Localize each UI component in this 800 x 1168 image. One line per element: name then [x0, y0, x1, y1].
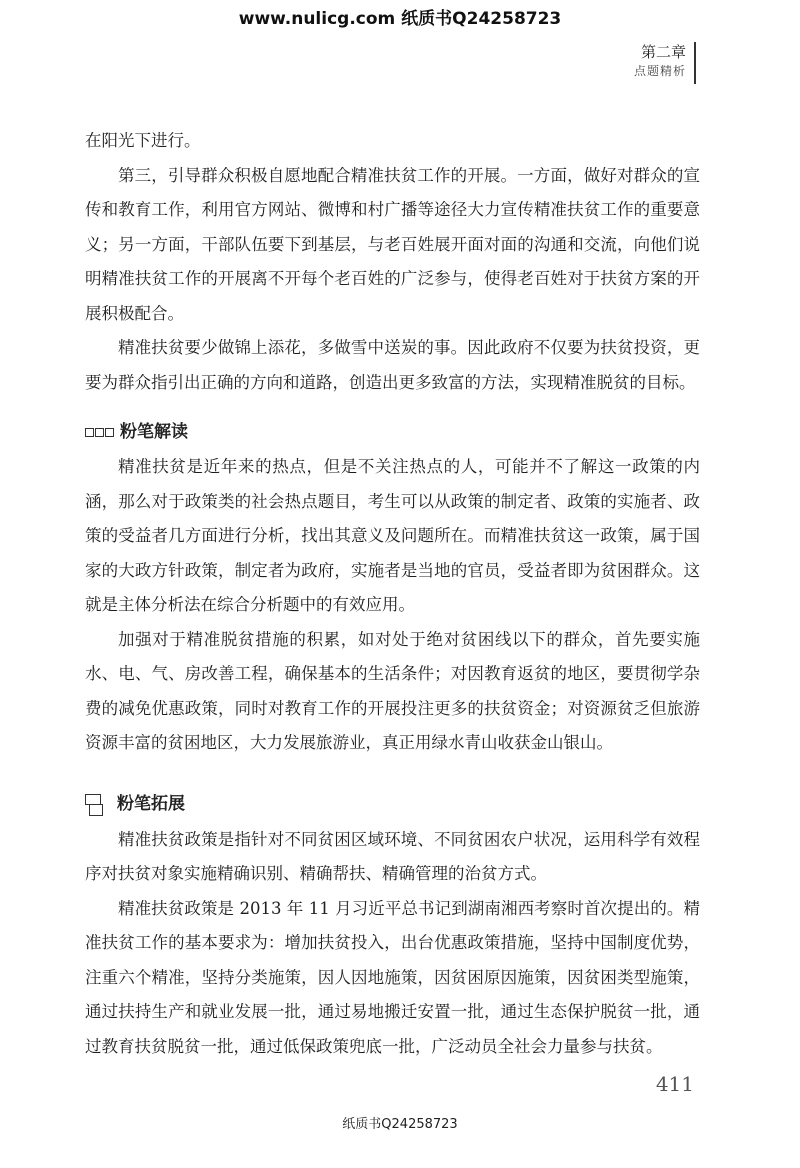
paragraph: 第三，引导群众积极自愿地配合精准扶贫工作的开展。一方面，做好对群众的宣传和教育工作，利用官方网站、微博和村广播等途径大力宣传精准扶贫工作的重要意义；另一方面，干部队伍要下到基层，与老百姓展开面对面的沟通和交流，向他们说明精准扶贫工作的开展离不开每个老百姓的广泛参与，使得老百姓对于扶贫方案的开展积极配合。	[85, 165, 700, 323]
book-icon	[85, 428, 114, 437]
page-number: 411	[655, 1072, 694, 1096]
footer-watermark: 纸质书Q24258723	[342, 1117, 458, 1132]
section-heading-expand	[85, 787, 700, 823]
running-head	[634, 42, 686, 80]
expand-icon	[85, 794, 103, 816]
paragraph: 精准扶贫是近年来的热点，但是不关注热点的人，可能并不了解这一政策的内涵，那么对于政策类的社会热点题目，考生可以从政策的制定者、政策的实施者、政策的受益者几方面进行分析，找出其意义及问题所在。而精准扶贫这一政策，属于国家的大政方针政策，制定者为政府，实施者是当地的官员，受益者即为贫困群众。这就是主体分析法在综合分析题中的有效应用。	[85, 457, 700, 614]
paragraph-continued: 在阳光下进行。	[85, 131, 201, 150]
header-rule	[694, 42, 696, 84]
paragraph: 加强对于精准脱贫措施的积累，如对处于绝对贫困线以下的群众，首先要实施水、电、气、房改善工程，确保基本的生活条件；对因教育返贫的地区，要贯彻学杂费的减免优惠政策，同时对教育工作的开展投注更多的扶贫资金；对资源贫乏但旅游资源丰富的贫困地区，大力发展旅游业，真正用绿水青山收获金山银山。	[85, 629, 700, 752]
paragraph: 精准扶贫政策是 2013 年 11 月习近平总书记到湖南湘西考察时首次提出的。精准扶贫工作的基本要求为：增加扶贫投入，出台优惠政策措施，坚持中国制度优势，注重六个精准，坚持分类施策，因人因地施策，因贫困原因施策，因贫困类型施策，通过扶持生产和就业发展一批，通过易地搬迁安置一批，通过生态保护脱贫一批，通过教育扶贫脱贫一批，通过低保政策兜底一批，广泛动员全社会力量参与扶贫。	[85, 898, 700, 1056]
watermark-banner: www.nulicg.com 纸质书Q24258723	[238, 9, 562, 29]
paragraph: 精准扶贫要少做锦上添花，多做雪中送炭的事。因此政府不仅要为扶贫投资，更要为群众指引出正确的方向和道路，创造出更多致富的方法，实现精准脱贫的目标。	[85, 338, 700, 392]
section-title: 粉笔解读	[120, 421, 188, 442]
chapter-subtitle: 点题精析	[633, 64, 686, 78]
paragraph: 精准扶贫政策是指针对不同贫困区域环境、不同贫困农户状况，运用科学有效程序对扶贫对象实施精确识别、精确帮扶、精确管理的治贫方式。	[85, 829, 700, 883]
section-title: 粉笔拓展	[117, 794, 185, 815]
page-body	[85, 124, 700, 1064]
chapter-label: 第二章	[640, 43, 686, 61]
section-heading-reading	[85, 414, 700, 450]
